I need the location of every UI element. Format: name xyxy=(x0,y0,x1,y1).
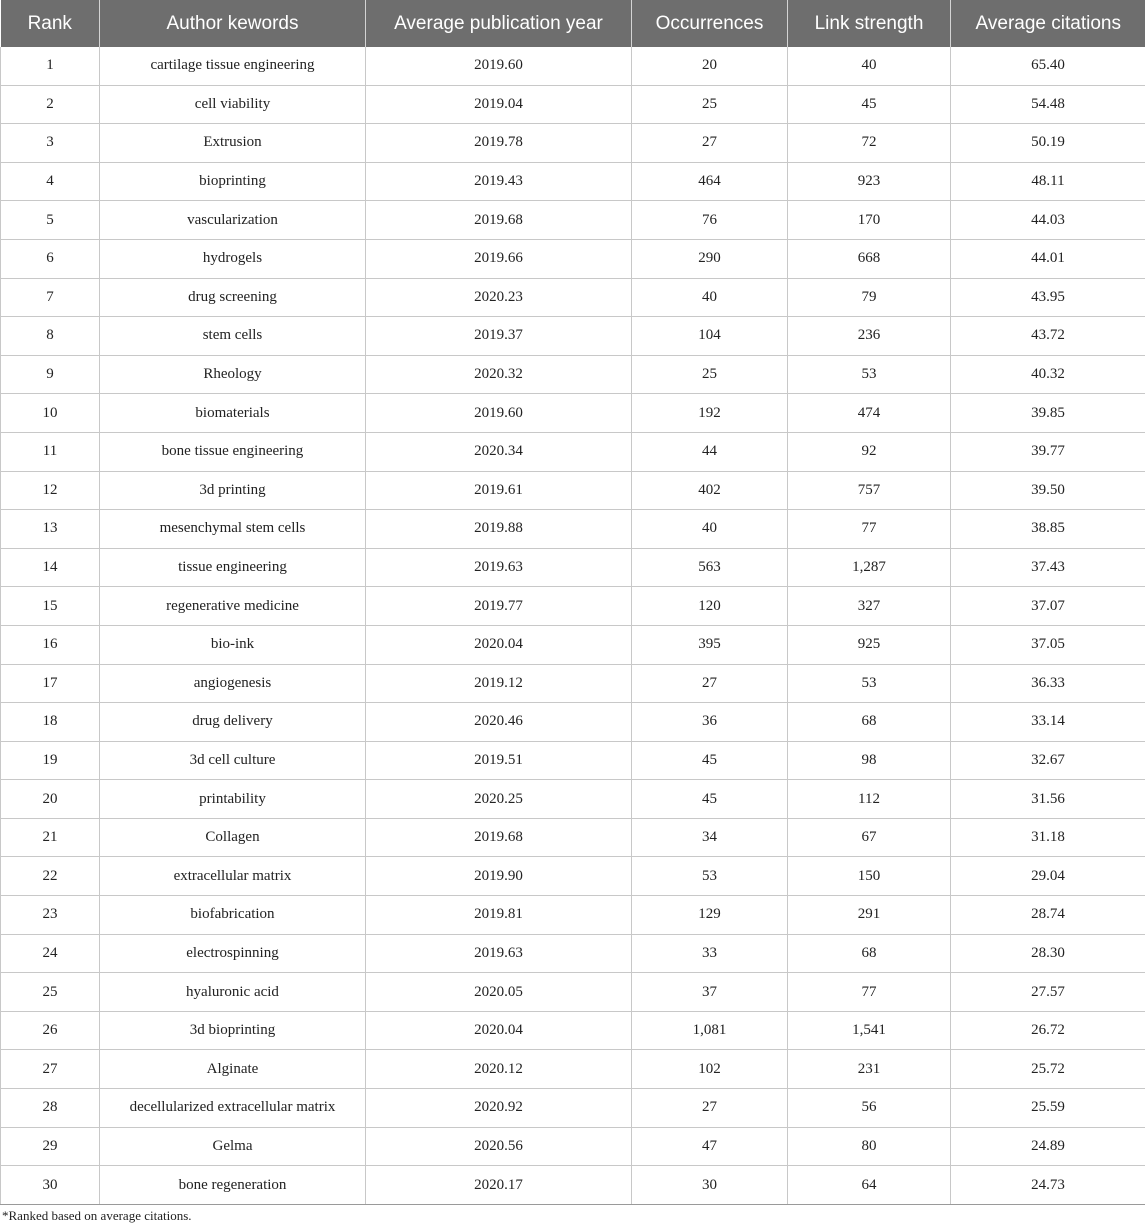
table-row xyxy=(1,124,1145,163)
avg-citations-cell: 39.50 xyxy=(951,471,1145,510)
occurrences-cell: 40 xyxy=(632,278,788,317)
avg-year-cell: 2020.12 xyxy=(366,1050,632,1089)
link-strength-cell: 112 xyxy=(788,780,951,819)
link-strength-cell: 53 xyxy=(788,664,951,703)
rank-cell: 7 xyxy=(1,278,100,317)
keyword-cell: biofabrication xyxy=(100,896,366,935)
avg-year-cell: 2020.04 xyxy=(366,625,632,664)
table-row xyxy=(1,1127,1145,1166)
table-row xyxy=(1,201,1145,240)
avg-year-cell: 2020.23 xyxy=(366,278,632,317)
table-row xyxy=(1,432,1145,471)
keyword-cell: hydrogels xyxy=(100,239,366,278)
table-row xyxy=(1,278,1145,317)
rank-cell: 24 xyxy=(1,934,100,973)
table-row xyxy=(1,703,1145,742)
table-row xyxy=(1,587,1145,626)
avg-citations-cell: 39.77 xyxy=(951,432,1145,471)
keyword-cell: Extrusion xyxy=(100,124,366,163)
link-strength-cell: 757 xyxy=(788,471,951,510)
avg-citations-cell: 37.07 xyxy=(951,587,1145,626)
avg-citations-cell: 33.14 xyxy=(951,703,1145,742)
link-strength-cell: 291 xyxy=(788,896,951,935)
table-row xyxy=(1,85,1145,124)
keyword-cell: Alginate xyxy=(100,1050,366,1089)
rank-cell: 27 xyxy=(1,1050,100,1089)
keyword-cell: drug delivery xyxy=(100,703,366,742)
avg-citations-cell: 25.72 xyxy=(951,1050,1145,1089)
rank-cell: 4 xyxy=(1,162,100,201)
link-strength-cell: 1,287 xyxy=(788,548,951,587)
rank-cell: 3 xyxy=(1,124,100,163)
avg-year-cell: 2019.60 xyxy=(366,47,632,85)
rank-cell: 12 xyxy=(1,471,100,510)
header-author-keywords: Author kewords xyxy=(100,0,366,47)
link-strength-cell: 40 xyxy=(788,47,951,85)
avg-year-cell: 2019.63 xyxy=(366,934,632,973)
keyword-cell: Rheology xyxy=(100,355,366,394)
avg-citations-cell: 31.18 xyxy=(951,818,1145,857)
keyword-cell: printability xyxy=(100,780,366,819)
keyword-cell: tissue engineering xyxy=(100,548,366,587)
link-strength-cell: 79 xyxy=(788,278,951,317)
rank-cell: 10 xyxy=(1,394,100,433)
avg-year-cell: 2020.04 xyxy=(366,1011,632,1050)
occurrences-cell: 40 xyxy=(632,510,788,549)
avg-year-cell: 2020.92 xyxy=(366,1089,632,1128)
occurrences-cell: 104 xyxy=(632,317,788,356)
avg-year-cell: 2020.25 xyxy=(366,780,632,819)
table-row xyxy=(1,1050,1145,1089)
avg-year-cell: 2019.43 xyxy=(366,162,632,201)
avg-year-cell: 2020.46 xyxy=(366,703,632,742)
keyword-cell: 3d printing xyxy=(100,471,366,510)
keyword-cell: mesenchymal stem cells xyxy=(100,510,366,549)
table-row xyxy=(1,973,1145,1012)
table-row xyxy=(1,934,1145,973)
table-row xyxy=(1,1011,1145,1050)
occurrences-cell: 464 xyxy=(632,162,788,201)
avg-year-cell: 2020.17 xyxy=(366,1166,632,1205)
avg-citations-cell: 48.11 xyxy=(951,162,1145,201)
avg-citations-cell: 28.30 xyxy=(951,934,1145,973)
rank-cell: 26 xyxy=(1,1011,100,1050)
avg-citations-cell: 43.72 xyxy=(951,317,1145,356)
rank-cell: 23 xyxy=(1,896,100,935)
avg-citations-cell: 39.85 xyxy=(951,394,1145,433)
header-average-citations: Average citations xyxy=(951,0,1145,47)
keyword-cell: bone tissue engineering xyxy=(100,432,366,471)
occurrences-cell: 120 xyxy=(632,587,788,626)
avg-citations-cell: 38.85 xyxy=(951,510,1145,549)
rank-cell: 9 xyxy=(1,355,100,394)
link-strength-cell: 236 xyxy=(788,317,951,356)
table-row xyxy=(1,896,1145,935)
keyword-cell: Gelma xyxy=(100,1127,366,1166)
keyword-cell: bone regeneration xyxy=(100,1166,366,1205)
table-row xyxy=(1,239,1145,278)
avg-year-cell: 2020.56 xyxy=(366,1127,632,1166)
occurrences-cell: 27 xyxy=(632,124,788,163)
keyword-cell: extracellular matrix xyxy=(100,857,366,896)
occurrences-cell: 402 xyxy=(632,471,788,510)
keyword-cell: electrospinning xyxy=(100,934,366,973)
avg-citations-cell: 26.72 xyxy=(951,1011,1145,1050)
avg-citations-cell: 31.56 xyxy=(951,780,1145,819)
link-strength-cell: 68 xyxy=(788,934,951,973)
table-row xyxy=(1,471,1145,510)
occurrences-cell: 37 xyxy=(632,973,788,1012)
avg-citations-cell: 28.74 xyxy=(951,896,1145,935)
rank-cell: 17 xyxy=(1,664,100,703)
link-strength-cell: 98 xyxy=(788,741,951,780)
avg-year-cell: 2019.51 xyxy=(366,741,632,780)
header-link-strength: Link strength xyxy=(788,0,951,47)
rank-cell: 15 xyxy=(1,587,100,626)
avg-citations-cell: 50.19 xyxy=(951,124,1145,163)
rank-cell: 2 xyxy=(1,85,100,124)
occurrences-cell: 44 xyxy=(632,432,788,471)
rank-cell: 6 xyxy=(1,239,100,278)
header-occurrences: Occurrences xyxy=(632,0,788,47)
keyword-cell: regenerative medicine xyxy=(100,587,366,626)
avg-citations-cell: 24.73 xyxy=(951,1166,1145,1205)
link-strength-cell: 92 xyxy=(788,432,951,471)
avg-year-cell: 2019.68 xyxy=(366,818,632,857)
keyword-cell: 3d cell culture xyxy=(100,741,366,780)
occurrences-cell: 76 xyxy=(632,201,788,240)
link-strength-cell: 1,541 xyxy=(788,1011,951,1050)
occurrences-cell: 290 xyxy=(632,239,788,278)
link-strength-cell: 925 xyxy=(788,625,951,664)
rank-cell: 19 xyxy=(1,741,100,780)
keyword-cell: stem cells xyxy=(100,317,366,356)
table-row xyxy=(1,510,1145,549)
keyword-cell: bioprinting xyxy=(100,162,366,201)
avg-year-cell: 2019.81 xyxy=(366,896,632,935)
occurrences-cell: 33 xyxy=(632,934,788,973)
occurrences-cell: 25 xyxy=(632,85,788,124)
avg-year-cell: 2019.90 xyxy=(366,857,632,896)
rank-cell: 8 xyxy=(1,317,100,356)
header-row xyxy=(1,0,1145,47)
link-strength-cell: 923 xyxy=(788,162,951,201)
keyword-cell: drug screening xyxy=(100,278,366,317)
table-row xyxy=(1,780,1145,819)
table-body xyxy=(1,47,1145,1204)
occurrences-cell: 25 xyxy=(632,355,788,394)
header-rank: Rank xyxy=(1,0,100,47)
occurrences-cell: 34 xyxy=(632,818,788,857)
link-strength-cell: 68 xyxy=(788,703,951,742)
rank-cell: 11 xyxy=(1,432,100,471)
table-header xyxy=(1,0,1145,47)
rank-cell: 30 xyxy=(1,1166,100,1205)
avg-year-cell: 2019.60 xyxy=(366,394,632,433)
rank-cell: 1 xyxy=(1,47,100,85)
link-strength-cell: 231 xyxy=(788,1050,951,1089)
rank-cell: 13 xyxy=(1,510,100,549)
avg-year-cell: 2019.04 xyxy=(366,85,632,124)
keyword-cell: 3d bioprinting xyxy=(100,1011,366,1050)
avg-year-cell: 2019.78 xyxy=(366,124,632,163)
occurrences-cell: 27 xyxy=(632,1089,788,1128)
occurrences-cell: 395 xyxy=(632,625,788,664)
keyword-cell: decellularized extracellular matrix xyxy=(100,1089,366,1128)
link-strength-cell: 474 xyxy=(788,394,951,433)
table-row xyxy=(1,394,1145,433)
avg-year-cell: 2019.61 xyxy=(366,471,632,510)
avg-year-cell: 2019.12 xyxy=(366,664,632,703)
link-strength-cell: 668 xyxy=(788,239,951,278)
occurrences-cell: 129 xyxy=(632,896,788,935)
avg-year-cell: 2019.37 xyxy=(366,317,632,356)
link-strength-cell: 53 xyxy=(788,355,951,394)
table-footnote: *Ranked based on average citations. xyxy=(2,1208,192,1223)
occurrences-cell: 563 xyxy=(632,548,788,587)
occurrences-cell: 45 xyxy=(632,741,788,780)
avg-citations-cell: 65.40 xyxy=(951,47,1145,85)
keyword-cell: Collagen xyxy=(100,818,366,857)
avg-citations-cell: 44.03 xyxy=(951,201,1145,240)
table-row xyxy=(1,548,1145,587)
keyword-cell: hyaluronic acid xyxy=(100,973,366,1012)
avg-year-cell: 2019.77 xyxy=(366,587,632,626)
keyword-cell: bio-ink xyxy=(100,625,366,664)
avg-year-cell: 2020.05 xyxy=(366,973,632,1012)
avg-citations-cell: 29.04 xyxy=(951,857,1145,896)
avg-year-cell: 2019.88 xyxy=(366,510,632,549)
link-strength-cell: 170 xyxy=(788,201,951,240)
occurrences-cell: 30 xyxy=(632,1166,788,1205)
link-strength-cell: 45 xyxy=(788,85,951,124)
keyword-cell: cartilage tissue engineering xyxy=(100,47,366,85)
occurrences-cell: 45 xyxy=(632,780,788,819)
rank-cell: 20 xyxy=(1,780,100,819)
link-strength-cell: 67 xyxy=(788,818,951,857)
avg-citations-cell: 27.57 xyxy=(951,973,1145,1012)
link-strength-cell: 77 xyxy=(788,973,951,1012)
avg-year-cell: 2020.32 xyxy=(366,355,632,394)
occurrences-cell: 192 xyxy=(632,394,788,433)
occurrences-cell: 53 xyxy=(632,857,788,896)
occurrences-cell: 27 xyxy=(632,664,788,703)
rank-cell: 16 xyxy=(1,625,100,664)
table-row xyxy=(1,664,1145,703)
rank-cell: 28 xyxy=(1,1089,100,1128)
table-row xyxy=(1,1166,1145,1205)
avg-year-cell: 2019.66 xyxy=(366,239,632,278)
table-row xyxy=(1,818,1145,857)
link-strength-cell: 77 xyxy=(788,510,951,549)
avg-citations-cell: 40.32 xyxy=(951,355,1145,394)
occurrences-cell: 36 xyxy=(632,703,788,742)
link-strength-cell: 72 xyxy=(788,124,951,163)
avg-year-cell: 2020.34 xyxy=(366,432,632,471)
table-row xyxy=(1,162,1145,201)
avg-citations-cell: 37.05 xyxy=(951,625,1145,664)
avg-year-cell: 2019.63 xyxy=(366,548,632,587)
rank-cell: 5 xyxy=(1,201,100,240)
table-row xyxy=(1,857,1145,896)
rank-cell: 18 xyxy=(1,703,100,742)
avg-citations-cell: 54.48 xyxy=(951,85,1145,124)
link-strength-cell: 80 xyxy=(788,1127,951,1166)
avg-citations-cell: 24.89 xyxy=(951,1127,1145,1166)
table-row xyxy=(1,741,1145,780)
link-strength-cell: 150 xyxy=(788,857,951,896)
rank-cell: 29 xyxy=(1,1127,100,1166)
avg-citations-cell: 37.43 xyxy=(951,548,1145,587)
avg-citations-cell: 25.59 xyxy=(951,1089,1145,1128)
keyword-cell: biomaterials xyxy=(100,394,366,433)
avg-citations-cell: 44.01 xyxy=(951,239,1145,278)
table-row xyxy=(1,625,1145,664)
avg-year-cell: 2019.68 xyxy=(366,201,632,240)
rank-cell: 22 xyxy=(1,857,100,896)
header-average-publication-year: Average publication year xyxy=(366,0,632,47)
keyword-cell: cell viability xyxy=(100,85,366,124)
table-row xyxy=(1,317,1145,356)
occurrences-cell: 20 xyxy=(632,47,788,85)
avg-citations-cell: 43.95 xyxy=(951,278,1145,317)
rank-cell: 21 xyxy=(1,818,100,857)
link-strength-cell: 327 xyxy=(788,587,951,626)
table-row xyxy=(1,355,1145,394)
keyword-cell: angiogenesis xyxy=(100,664,366,703)
rank-cell: 14 xyxy=(1,548,100,587)
link-strength-cell: 56 xyxy=(788,1089,951,1128)
keyword-cell: vascularization xyxy=(100,201,366,240)
table-row xyxy=(1,47,1145,85)
link-strength-cell: 64 xyxy=(788,1166,951,1205)
rank-cell: 25 xyxy=(1,973,100,1012)
occurrences-cell: 1,081 xyxy=(632,1011,788,1050)
table-row xyxy=(1,1089,1145,1128)
avg-citations-cell: 36.33 xyxy=(951,664,1145,703)
avg-citations-cell: 32.67 xyxy=(951,741,1145,780)
occurrences-cell: 102 xyxy=(632,1050,788,1089)
occurrences-cell: 47 xyxy=(632,1127,788,1166)
